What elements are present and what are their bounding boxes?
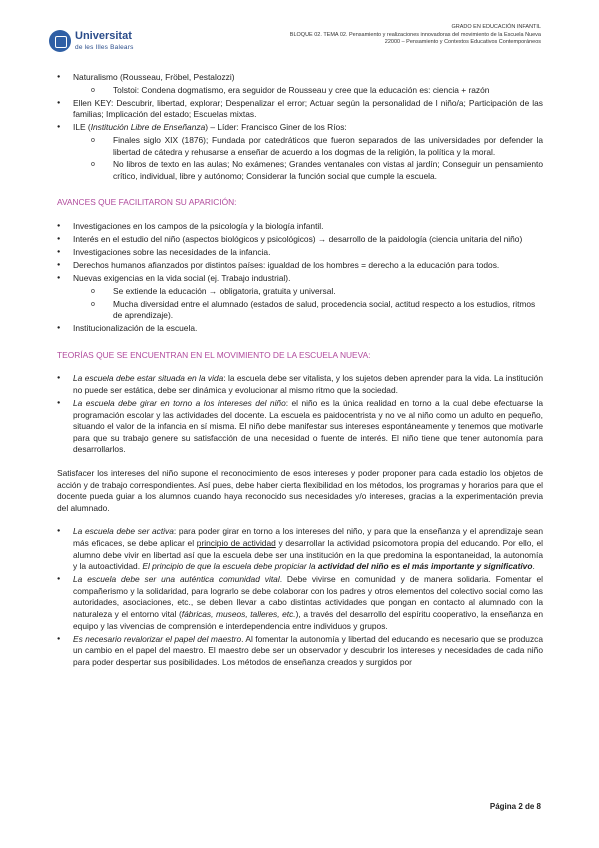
section-heading-theories: TEORÍAS QUE SE ENCUENTRAN EN EL MOVIMIENTO DE LA ESCUELA NUEVA: [57, 349, 371, 360]
list-item: ● La escuela debe ser una auténtica comunidad vital. Debe vivirse en comunidad y de manera solidaria. Fomentar el compañerismo y la solidaridad, para lograrlo se debe colaborar con los padres y otros elementos del colectivo social como las autoridades, asociaciones, etc., se deben llevar a cabo distintas actividades que pongan en contacto al alumnado con la naturaleza y el entorno vital (fábricas, museos, talleres, etc.), a través del desarrollo del espíritu cooperativo, la enseñanza en equipo y las vivencias de comprensión e interdependencia entre individuos y grupos. [57, 574, 543, 632]
list-item: ● Interés en el estudio del niño (aspectos biológicos y psicológicos) → desarrollo de la paidología (ciencia unitaria del niño) [57, 234, 543, 246]
list-subitem: o Se extiende la educación → obligatoria, gratuita y universal. [91, 286, 543, 298]
list-item: ● Institucionalización de la escuela. [57, 323, 543, 335]
list-item: ● La escuela debe girar en torno a los intereses del niño: el niño es la única realidad en torno a la cual debe efectuarse la programación escolar y las actividades del docente. La escuela es paidocentrista y no ve al niño como un adulto en pequeño, situando el valor de la infancia en sí misma. El niño debe manifestar sus intereses espontáneamente y tenemos que motivarle para que su trabajo genere su satisfacción de una necesidad o fuente de interés. El niño tiene que tener autonomía para desarrollarlos. [57, 398, 543, 456]
theories-list [57, 373, 543, 456]
university-logo-icon [49, 30, 71, 52]
logo-subtitle: de les Illes Balears [75, 44, 134, 51]
list-item: ● Es necesario revalorizar el papel del maestro. Al fomentar la autonomía y libertad del educando es necesario que se produzca un cambio en el papel del maestro. El maestro debe ser un observador y descubrir los intereses y necesidades de cada niño para poder despertar sus posibilidades. Los métodos de enseñanza creados y surgidos por [57, 634, 543, 669]
logo-name: Universitat [75, 30, 132, 42]
list-item: ● La escuela debe estar situada en la vida: la escuela debe ser vitalista, y los sujetos deben aprender para la vida. La institución no puede ser estática, debe ser dinámica y evolucionar al mismo ritmo que la sociedad. [57, 373, 543, 396]
page-number: Página 2 de 8 [489, 802, 541, 811]
list-item: ● Investigaciones en los campos de la psicología y la biología infantil. [57, 221, 543, 233]
section-heading-advances: AVANCES QUE FACILITARON SU APARICIÓN: [57, 197, 237, 208]
header-degree: GRADO EN EDUCACIÓN INFANTIL [451, 24, 541, 30]
header-course: 22000 – Pensamiento y Contextos Educativos Contemporáneos [384, 39, 541, 46]
list-subitem: o Finales siglo XIX (1876); Fundada por catedráticos que fueron separados de las universidades por defender la libertad de cátedra y rehusarse a enseñar de acuerdo a los dogmas de la religión, la política y la moral. [91, 135, 543, 158]
header-block: BLOQUE 02. TEMA 02. Pensamiento y realizaciones innovadoras del movimiento de la Escuela Nueva [289, 31, 541, 38]
influences-list [57, 72, 543, 182]
document-body [57, 72, 543, 670]
list-item: ● Investigaciones sobre las necesidades de la infancia. [57, 247, 543, 259]
list-item: ● Derechos humanos afianzados por distintos países: igualdad de los hombres = derecho a la educación para todos. [57, 260, 543, 272]
list-subitem: o Tolstoi: Condena dogmatismo, era seguidor de Rousseau y cree que la educación es: ciencia + razón [91, 85, 543, 97]
body-paragraph: Satisfacer los intereses del niño supone el reconocimiento de esos intereses y poder proponer para cada estadio los objetos de acción y de trabajo correspondientes. Así pues, debe haber cierta flexibilidad en los métodos, los programas y horarios para que el docente pueda guiar a los alumnos cuando haya reconocido sus necesidades y/o intereses, gracias a la experimentación previa del alumnado. [57, 468, 543, 513]
list-subitem: o No libros de texto en las aulas; No exámenes; Grandes ventanales con vistas al jardín; Conseguir un pensamiento crítico, individual, libre y autónomo; Considerar la función social que cumple la escuela. [91, 159, 543, 182]
list-subitem: o Mucha diversidad entre el alumnado (estados de salud, procedencia social, actitud respecto a los estudios, ritmos de aprendizaje). [91, 299, 543, 322]
university-logo [49, 27, 164, 57]
page-header [290, 24, 541, 47]
list-item: ● Nuevas exigencias en la vida social (ej. Trabajo industrial). o Se extiende la educación → obligatoria, gratuita y universal. o Mucha diversidad entre el alumnado (estados de salud, procedencia social, actitud respecto a los estudios, ritmos de aprendizaje). [57, 273, 543, 321]
list-item: ● La escuela debe ser activa: para poder girar en torno a los intereses del niño, y para que la enseñanza y el aprendizaje sean más eficaces, se debe aplicar el principio de actividad y desarrollar la actividad psicomotora propia del educando. Por ello, el alumno debe vivir en libertad así que la escuela debe ser una institución en la que predomina la espontaneidad, la autonomía y la autoactividad. El principio de que la escuela debe propiciar la actividad del niño es el más importante y significativo. [57, 526, 543, 572]
list-item: ● Ellen KEY: Descubrir, libertad, explorar; Despenalizar el error; Actuar según la personalidad de l niño/a; Participación de las familias; Implicación del estado; Escuelas mixtas. [57, 98, 543, 121]
advances-list [57, 221, 543, 335]
theories-list-continued [57, 526, 543, 668]
list-item: ● Naturalismo (Rousseau, Fröbel, Pestalozzi) o Tolstoi: Condena dogmatismo, era seguidor de Rousseau y cree que la educación es: ciencia + razón [57, 72, 543, 96]
list-item: ● ILE (Institución Libre de Enseñanza) – Líder: Francisco Giner de los Ríos: o Finales siglo XIX (1876); Fundada por catedráticos que fueron separados de las universidades por defender la libertad de cátedra y rehusarse a enseñar de acuerdo a los dogmas de la religión, la política y la moral. o No libros de texto en las aulas; No exámenes; Grandes ventanales con vistas al jardín; Conseguir un pensamiento crítico, individual, libre y autónomo; Considerar la función social que cumple la escuela. [57, 122, 543, 182]
